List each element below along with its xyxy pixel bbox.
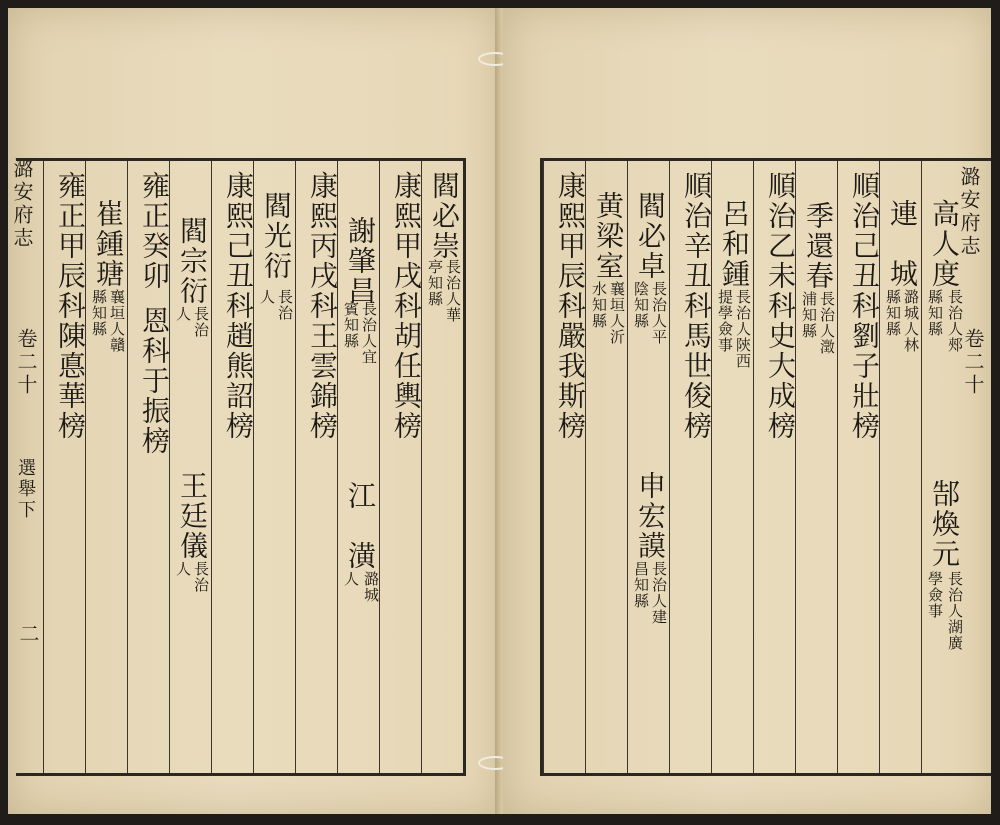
exam-heading: 康熙丙戌科王雲錦榜 [306,171,339,441]
exam-heading: 順治辛丑科馬世俊榜 [680,171,713,441]
entry-note: 長治人陝西 [734,289,752,369]
entry-note: 人 [258,289,276,305]
entry-name: 江 潢 [344,481,377,571]
column [421,161,464,773]
column [879,161,922,773]
entry-name: 郜煥元 [928,479,961,569]
entry-name: 呂和鍾 [718,199,751,289]
entry-note: 長治人澂 [818,291,836,355]
entry-note: 縣知縣 [884,289,902,337]
column [337,161,380,773]
right-page [503,8,991,814]
entry-note: 陰知縣 [632,281,650,329]
entry-note: 襄垣人贛 [108,289,126,353]
column [379,161,422,773]
column [795,161,838,773]
exam-heading: 康熙甲辰科嚴我斯榜 [554,171,587,441]
entry-note: 賓知縣 [342,301,360,349]
exam-heading: 雍正甲辰科陳悳華榜 [54,171,87,441]
entry-note: 長治 [192,561,210,593]
entry-note: 長治人郟 [946,289,964,353]
column [711,161,754,773]
entry-name: 季還春 [802,201,835,291]
left-page [8,8,498,814]
exam-heading-cont: 恩科于振榜 [138,306,171,456]
column [585,161,628,773]
exam-heading: 順治乙未科史大成榜 [764,171,797,441]
entry-note: 人 [174,306,192,322]
entry-name: 閻宗衍 [176,216,209,306]
left-margin-section: 選舉下 [15,458,36,521]
column [837,161,880,773]
column [169,161,212,773]
entry-note: 水知縣 [590,281,608,329]
entry-note: 昌知縣 [632,561,650,609]
column [669,161,712,773]
entry-name: 申宏謨 [634,471,667,561]
column [753,161,796,773]
entry-note: 長治人湖廣 [946,571,964,651]
column [127,161,170,773]
entry-note: 縣知縣 [90,289,108,337]
entry-note: 長治人華 [444,259,462,323]
entry-name: 閻必卓 [634,191,667,281]
entry-note: 人 [174,561,192,577]
entry-note: 長治 [276,289,294,321]
right-margin-volume: 卷二十 [961,328,985,397]
entry-note: 長治 [192,306,210,338]
entry-name: 閻光衍 [260,191,293,281]
entry-note: 縣知縣 [926,289,944,337]
left-text-frame [16,158,466,776]
entry-note: 長治人平 [650,281,668,345]
column [43,161,86,773]
entry-note: 潞城人林 [902,289,920,353]
entry-name: 王廷儀 [176,471,209,561]
right-margin-title: 潞安府志 [957,166,981,258]
entry-name: 謝肇昌 [344,216,377,306]
entry-note: 亭知縣 [426,259,444,307]
entry-name: 高人度 [928,199,961,289]
entry-name: 閻必崇 [428,171,461,261]
left-margin-volume: 卷二十 [14,328,38,397]
column [627,161,670,773]
column [295,161,338,773]
left-margin-title: 潞安府志 [10,158,34,250]
entry-note: 浦知縣 [800,291,818,339]
entry-name: 崔鍾瑭 [92,199,125,289]
entry-note: 學僉事 [926,571,944,619]
entry-note: 提學僉事 [716,289,734,353]
exam-heading: 康熙甲戌科胡任輿榜 [390,171,423,441]
entry-name: 黄梁室 [592,191,625,281]
entry-note: 襄垣人沂 [608,281,626,345]
left-margin-page: 二 [16,623,40,646]
entry-name: 連 城 [886,199,919,289]
exam-heading: 順治己丑科劉子壯榜 [848,171,881,441]
column [921,161,964,773]
entry-note: 長治人建 [650,561,668,625]
right-text-frame [540,158,991,776]
column [85,161,128,773]
exam-heading: 雍正癸卯 [138,171,171,291]
column [253,161,296,773]
entry-note: 潞城 [362,571,380,603]
entry-note: 人 [342,571,360,587]
column [211,161,254,773]
column [543,161,586,773]
entry-note: 長治人宜 [360,301,378,365]
exam-heading: 康熙己丑科趙熊詔榜 [222,171,255,441]
